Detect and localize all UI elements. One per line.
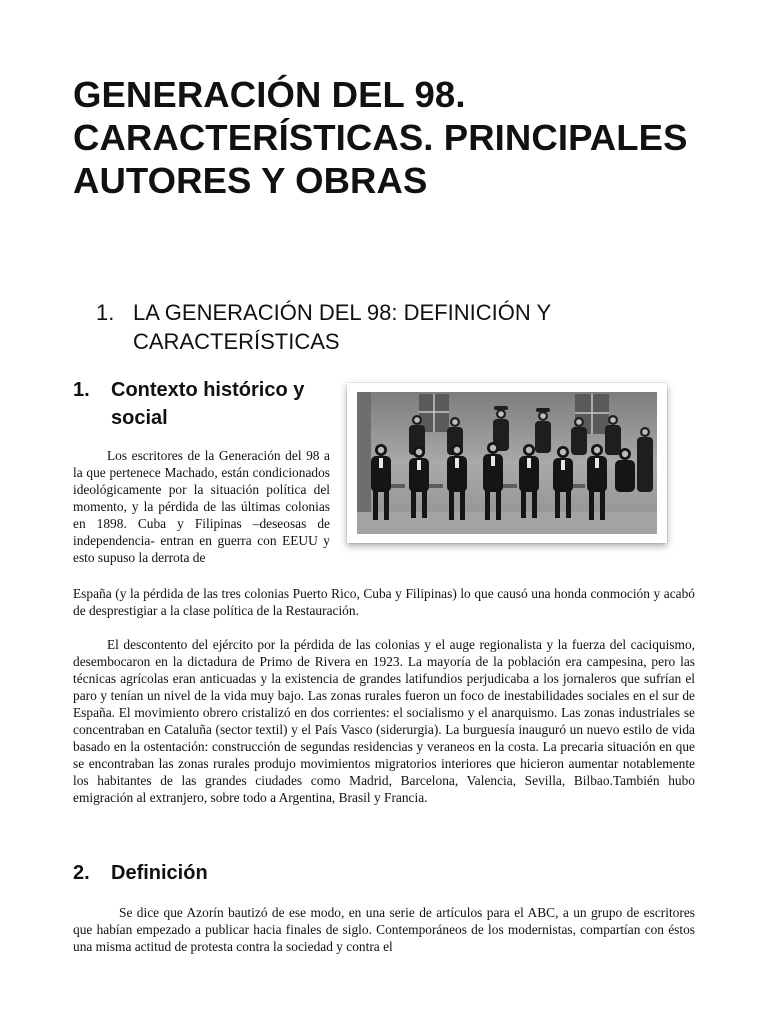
group-photo-image — [357, 392, 657, 534]
group-photo — [357, 392, 657, 534]
subsection-number: 1. — [73, 379, 90, 401]
group-photo-frame — [347, 383, 667, 543]
subsection-title: Contexto histórico y social — [111, 379, 305, 429]
document-title: GENERACIÓN DEL 98. CARACTERÍSTICAS. PRINCIPALES AUTORES Y OBRAS — [73, 74, 688, 201]
subsection-title: Definición — [111, 862, 208, 884]
paragraph-context-continued: España (y la pérdida de las tres colonias Puerto Rico, Cuba y Filipinas) lo que causó una honda conmoción y acabó de desprestigiar a la clase política de la Restauración. — [73, 586, 695, 618]
subsection-number: 2. — [73, 862, 90, 884]
section-title: LA GENERACIÓN DEL 98: DEFINICIÓN Y CARACTERÍSTICAS — [133, 300, 551, 354]
subsection-heading-definition — [73, 859, 473, 887]
paragraph-social-context: El descontento del ejército por la pérdida de las colonias y el auge regionalista y la fuerza del caciquismo, desembocaron en la dictadura de Primo de Rivera en 1923. La mayoría de la población era campesina, pero las técnicas agrícolas eran anticuadas y la existencia de grandes latifundios perjudicaba a los jornaleros que sufrían el paro y tenían un nivel de la vida muy bajo. Las zonas rurales fueron un foco de inestabilidades sociales en el sur de España. El movimiento obrero cristalizó en dos corrientes: el socialismo y el anarquismo. Las zonas industriales se concentraban en Cataluña (sector textil) y el País Vasco (siderurgia). La burguesía inauguró un nuevo estilo de vida basado en la ostentación: construcción de segundas residencias y veraneos en la costa. La precaria situación en que se encontraban las zonas rurales produjo movimientos migratorios interiores que hicieron aumentar notablemente los habitantes de las grandes ciudades como Madrid, Barcelona, Valencia, Sevilla, Bilbao.También hubo emigración al extranjero, sobre todo a Argentina, Brasil y Francia. — [73, 637, 695, 805]
section-number: 1. — [96, 300, 115, 325]
paragraph-definition: Se dice que Azorín bautizó de ese modo, en una serie de artículos para el ABC, a un grupo de escritores que habían empezado a publicar hacia finales de siglo. Contemporáneos de los modernistas, compartían con éstos una misma actitud de protesta contra la sociedad y contra el — [73, 905, 695, 954]
subsection-heading-context — [73, 376, 343, 432]
section-heading — [96, 298, 656, 356]
paragraph-context-wrapped: Los escritores de la Generación del 98 a la que pertenece Machado, están condicionados ideológicamente por la situación política del momento, y la pérdida de las últimas colonias en 1898. Cuba y Filipinas –deseosas de independencia- entran en guerra con EEUU y esto supuso la derrota de — [73, 448, 330, 565]
